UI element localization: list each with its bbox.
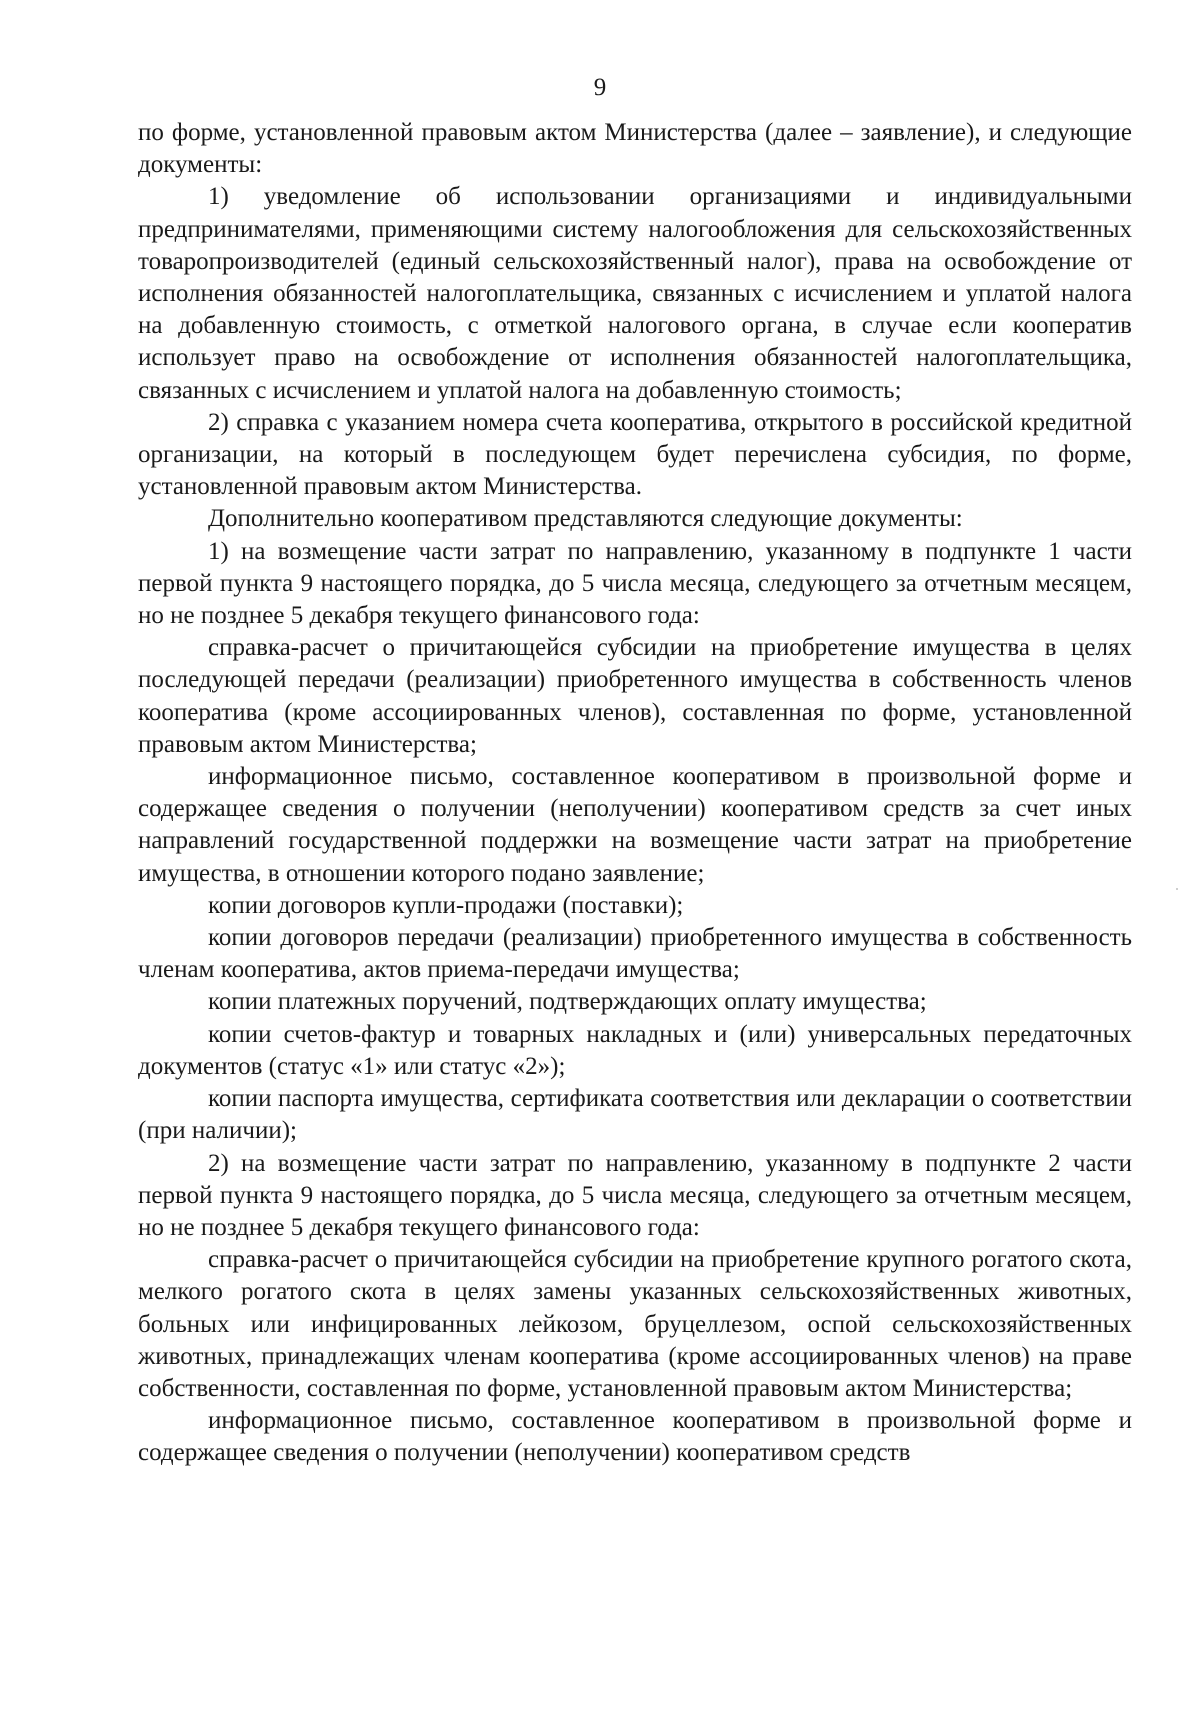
- paragraph-reimbursement-2: 2) на возмещение части затрат по направлению, указанному в подпункте 2 части первой пункта 9 настоящего порядка, до 5 числа месяца, следующего за отчетным месяцем, но не позднее 5 декабря текущего финансового года:: [138, 1149, 1132, 1241]
- paragraph-item-1-notice: 1) уведомление об использовании организациями и индивидуальными предпринимателями, применяющими систему налогообложения для сельскохозяйственных товаропроизводителей (единый сельскохозяйственный налог), права на освобождение от исполнения обязанностей налогоплательщика, связанных с исчислением и уплатой налога на добавленную стоимость, с отметкой налогового органа, в случае если кооператив использует право на освобождение от исполнения обязанностей налогоплательщика, связанных с исчислением и уплатой налога на добавленную стоимость;: [138, 183, 1132, 404]
- paragraph-continuation: по форме, установленной правовым актом Министерства (далее – заявление), и следующие документы:: [138, 119, 1132, 179]
- paragraph-information-letter-2: информационное письмо, составленное кооперативом в произвольной форме и содержащее сведения о получении (неполучении) кооперативом средств: [138, 1407, 1132, 1467]
- paragraph-payment-orders: копии платежных поручений, подтверждающих оплату имущества;: [208, 988, 927, 1016]
- paragraph-passport-certificates: копии паспорта имущества, сертификата соответствия или декларации о соответствии (при наличии);: [138, 1085, 1132, 1145]
- paragraph-information-letter-1: информационное письмо, составленное кооперативом в произвольной форме и содержащее сведения о получении (неполучении) кооперативом средств за счет иных направлений государственной поддержки на возмещение части затрат на приобретение имущества, в отношении которого подано заявление;: [138, 763, 1132, 887]
- paragraph-item-2-bank-account: 2) справка с указанием номера счета кооператива, открытого в российской кредитной организации, на который в последующем будет перечислена субсидия, по форме, установленной правовым актом Министерства.: [138, 408, 1132, 501]
- page-number: 9: [593, 74, 607, 101]
- paragraph-sale-contracts: копии договоров купли-продажи (поставки);: [208, 891, 684, 919]
- paragraph-invoices: копии счетов-фактур и товарных накладных и (или) универсальных передаточных документов (статус «1» или статус «2»);: [138, 1020, 1132, 1080]
- scan-speck: [1176, 888, 1178, 890]
- paragraph-additional-documents: Дополнительно кооперативом представляются следующие документы:: [208, 505, 963, 533]
- paragraph-calculation-certificate-2: справка-расчет о причитающейся субсидии на приобретение крупного рогатого скота, мелкого рогатого скота в целях замены указанных сельскохозяйственных животных, больных или инфицированных лейкозом, бруцеллезом, оспой сельскохозяйственных животных, принадлежащих членам кооператива (кроме ассоциированных членов) на праве собственности, составленная по форме, установленной правовым актом Министерства;: [138, 1246, 1132, 1402]
- paragraph-calculation-certificate-1: справка-расчет о причитающейся субсидии на приобретение имущества в целях последующей передачи (реализации) приобретенного имущества в собственность членов кооператива (кроме ассоциированных членов), составленная по форме, установленной правовым актом Министерства;: [138, 634, 1132, 758]
- document-body: [138, 117, 1132, 1470]
- paragraph-reimbursement-1: 1) на возмещение части затрат по направлению, указанному в подпункте 1 части первой пункта 9 настоящего порядка, до 5 числа месяца, следующего за отчетным месяцем, но не позднее 5 декабря текущего финансового года:: [138, 537, 1132, 630]
- paragraph-transfer-contracts: копии договоров передачи (реализации) приобретенного имущества в собственность членам кооператива, актов приема-передачи имущества;: [138, 924, 1132, 984]
